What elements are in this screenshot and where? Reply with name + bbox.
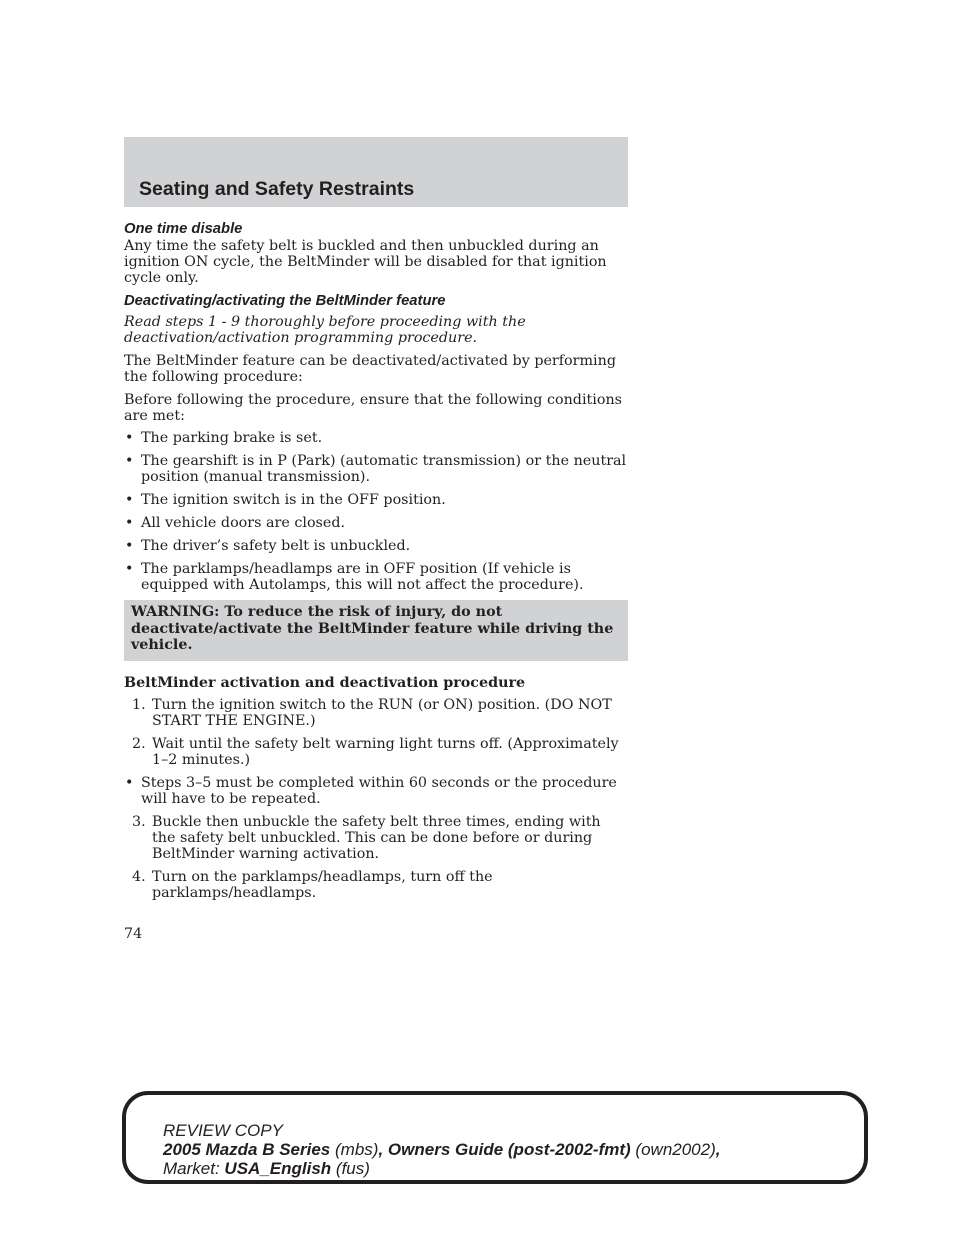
step-marker: 1.	[132, 696, 146, 713]
list-item: • The parking brake is set.	[125, 430, 323, 446]
heading-one-time-disable: One time disable	[124, 221, 243, 237]
step-marker: 4.	[132, 868, 146, 885]
procedure-intro: The BeltMinder feature can be deactivated/activated by performing the following procedure:	[124, 353, 616, 385]
list-item: • All vehicle doors are closed.	[125, 515, 346, 531]
heading-deactivating: Deactivating/activating the BeltMinder feature	[124, 293, 446, 309]
bullet: •	[125, 515, 134, 531]
list-item: • The driver’s safety belt is unbuckled.	[125, 538, 411, 554]
bullet: •	[125, 453, 134, 469]
bullet: •	[125, 774, 134, 791]
list-item: 1. Turn the ignition switch to the RUN (or ON) position. (DO NOT START THE ENGINE.)	[132, 696, 612, 729]
list-item: 4. Turn on the parklamps/headlamps, turn off the parklamps/headlamps.	[132, 868, 493, 901]
conditions-list	[124, 430, 628, 593]
list-item: • Steps 3–5 must be completed within 60 seconds or the procedure will have to be repeated.	[125, 774, 617, 807]
procedure-title: BeltMinder activation and deactivation procedure	[124, 674, 526, 691]
list-item: 2. Wait until the safety belt warning light turns off. (Approximately 1–2 minutes.)	[132, 735, 619, 768]
model-line: 2005 Mazda B Series (mbs), Owners Guide (post-2002-fmt) (own2002),	[163, 1140, 721, 1159]
warning-box: WARNING: To reduce the risk of injury, do not deactivate/activate the BeltMinder feature while driving the vehicle.	[124, 600, 628, 661]
step-marker: 3.	[132, 813, 146, 830]
page-content	[124, 220, 628, 908]
one-time-disable-text: Any time the safety belt is buckled and then unbuckled during an ignition ON cycle, the BeltMinder will be disabled for that ignition cycle only.	[124, 238, 607, 286]
list-item: • The gearshift is in P (Park) (automatic transmission) or the neutral position (manual transmission).	[125, 453, 627, 485]
bullet: •	[125, 492, 134, 508]
procedure-steps	[124, 697, 628, 901]
conditions-intro: Before following the procedure, ensure that the following conditions are met:	[124, 392, 622, 424]
list-item: • The ignition switch is in the OFF position.	[125, 492, 446, 508]
review-label: REVIEW COPY	[163, 1121, 283, 1140]
review-copy-box	[122, 1091, 868, 1184]
bullet: •	[125, 430, 134, 446]
review-copy-text	[163, 1121, 720, 1178]
section-title: Seating and Safety Restraints	[139, 178, 415, 200]
bullet: •	[125, 561, 134, 577]
list-item: 3. Buckle then unbuckle the safety belt three times, ending with the safety belt unbuckled. This can be done before or during BeltMinder warning activation.	[132, 813, 601, 862]
page-number: 74	[124, 926, 143, 942]
read-steps-note: Read steps 1 - 9 thoroughly before proceeding with the deactivation/activation programming procedure.	[124, 314, 526, 346]
step-marker: 2.	[132, 735, 146, 752]
market-line: Market: USA_English (fus)	[163, 1159, 370, 1178]
section-header-band	[124, 137, 628, 207]
bullet: •	[125, 538, 134, 554]
list-item: • The parklamps/headlamps are in OFF position (If vehicle is equipped with Autolamps, this will not affect the procedure).	[125, 561, 584, 593]
